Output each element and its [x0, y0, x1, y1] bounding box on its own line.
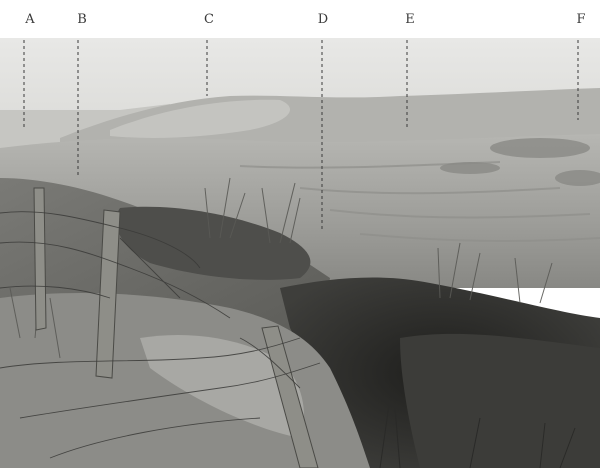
- marker-label-d: D: [317, 12, 329, 27]
- right-trench-earth: [400, 334, 600, 468]
- marker-label-b: B: [77, 12, 87, 27]
- marker-label-a: A: [25, 12, 35, 27]
- marker-label-e: E: [405, 12, 415, 27]
- battlefield-photograph: [0, 38, 600, 468]
- marker-label-c: C: [204, 12, 214, 27]
- marker-label-f: F: [576, 12, 586, 27]
- post-left: [34, 188, 46, 330]
